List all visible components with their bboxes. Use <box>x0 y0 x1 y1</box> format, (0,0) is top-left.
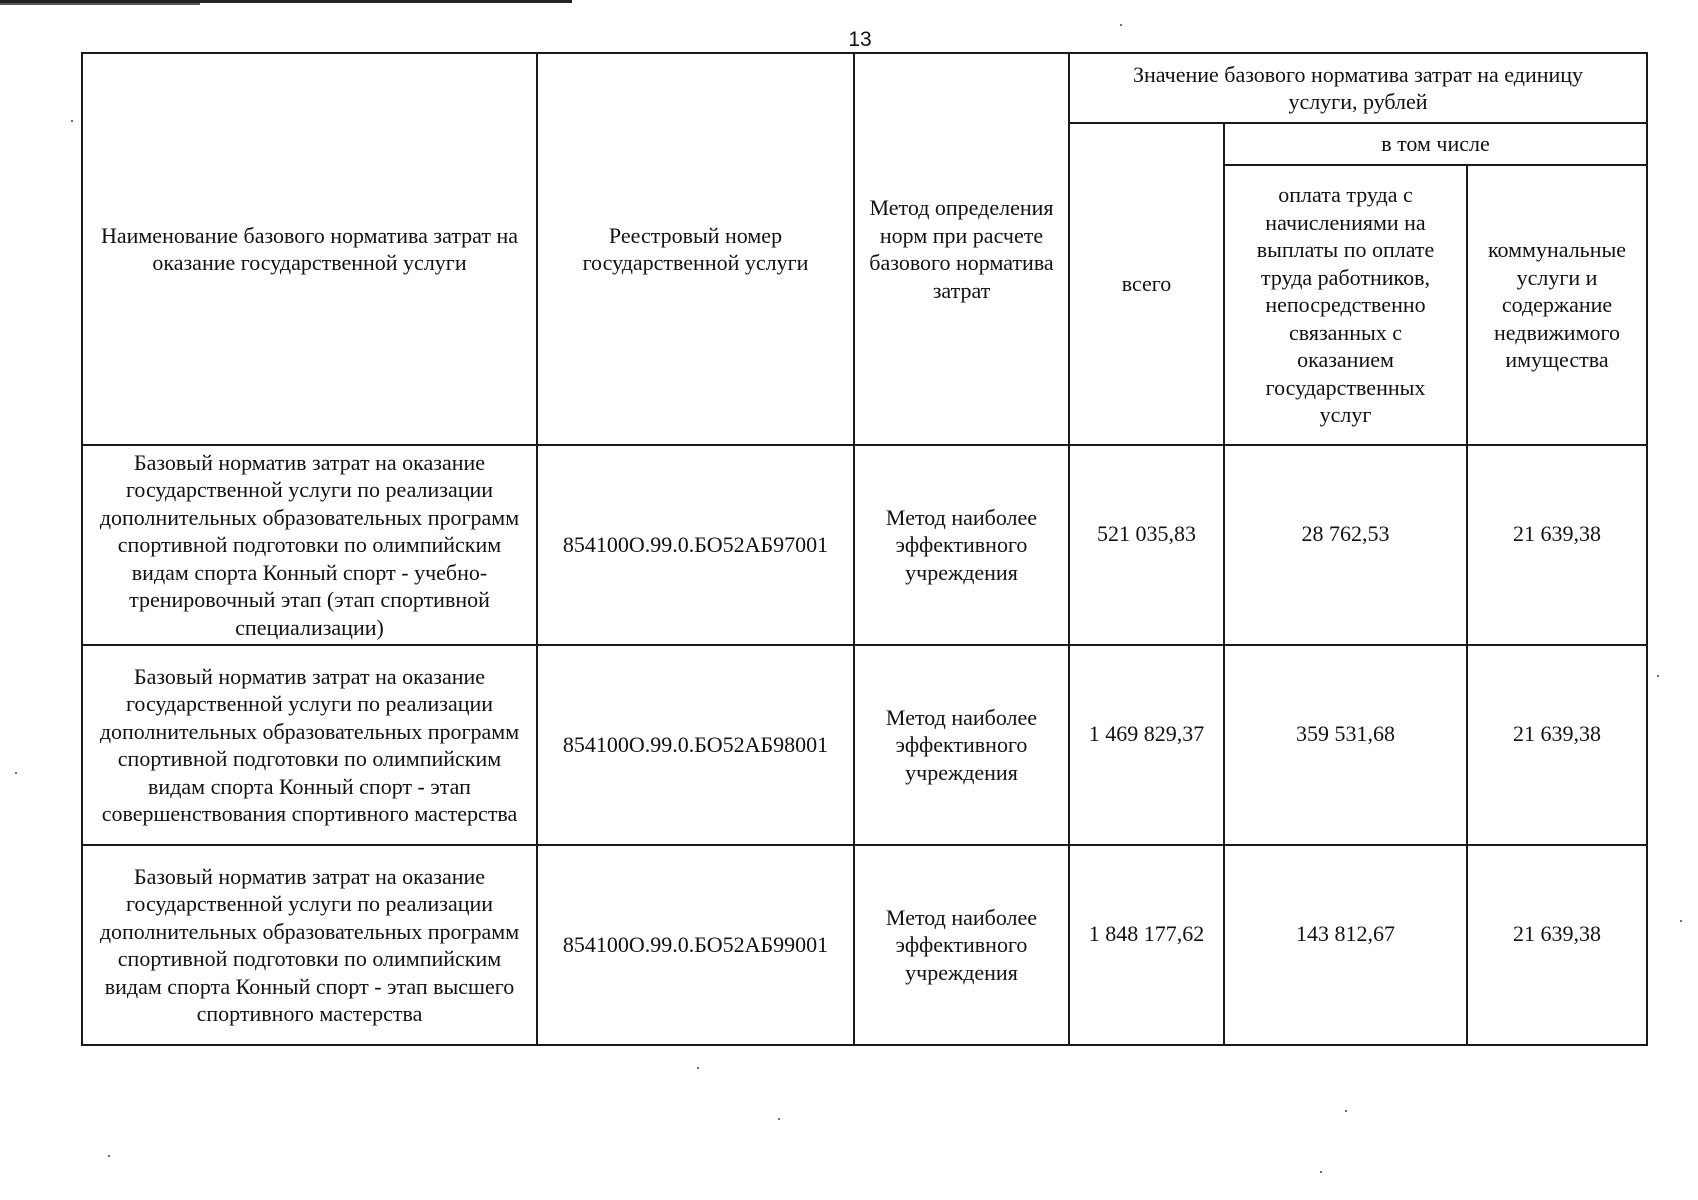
row-total: 1 469 829,37 <box>1069 645 1224 845</box>
row-registry-number: 854100О.99.0.БО52АБ97001 <box>537 445 854 645</box>
scan-speck <box>1120 24 1122 26</box>
row-method: Метод наиболее эффективного учреждения <box>854 845 1069 1045</box>
scan-speck <box>15 772 17 774</box>
scan-speck <box>778 1118 780 1120</box>
row-registry-number: 854100О.99.0.БО52АБ98001 <box>537 645 854 845</box>
row-method: Метод наиболее эффективного учреждения <box>854 445 1069 645</box>
table-row <box>82 845 1647 1045</box>
header-method: Метод определения норм при расчете базового норматива затрат <box>854 53 1069 445</box>
scan-speck <box>1345 1110 1347 1112</box>
scan-top-rule-shadow <box>0 3 200 5</box>
row-name: Базовый норматив затрат на оказание государственной услуги по реализации дополнительных образовательных программ спортивной подготовки по олимпийским видам спорта Конный спорт - этап совершенствования спортивного мастерства <box>82 645 537 845</box>
header-row-group <box>82 53 1647 123</box>
scan-speck <box>71 120 73 122</box>
row-name: Базовый норматив затрат на оказание государственной услуги по реализации дополнительных образовательных программ спортивной подготовки по олимпийским видам спорта Конный спорт - учебно-тренировочный этап (этап спортивной специализации) <box>82 445 537 645</box>
scan-speck <box>697 1067 699 1069</box>
table-row <box>82 445 1647 645</box>
row-name: Базовый норматив затрат на оказание государственной услуги по реализации дополнительных образовательных программ спортивной подготовки по олимпийским видам спорта Конный спорт - этап высшего спортивного мастерства <box>82 845 537 1045</box>
scan-speck <box>1320 1171 1322 1173</box>
header-value-group: Значение базового норматива затрат на единицу услуги, рублей <box>1069 53 1647 123</box>
row-total: 1 848 177,62 <box>1069 845 1224 1045</box>
header-registry-number: Реестровый номер государственной услуги <box>537 53 854 445</box>
row-method: Метод наиболее эффективного учреждения <box>854 645 1069 845</box>
cost-norms-table <box>81 52 1648 1046</box>
row-labor: 143 812,67 <box>1224 845 1467 1045</box>
header-including: в том числе <box>1224 123 1647 165</box>
row-labor: 28 762,53 <box>1224 445 1467 645</box>
header-labor: оплата труда с начислениями на выплаты по оплате труда работников, непосредственно связанных с оказанием государственных услуг <box>1224 165 1467 445</box>
header-utilities: коммунальные услуги и содержание недвижимого имущества <box>1467 165 1647 445</box>
row-utilities: 21 639,38 <box>1467 845 1647 1045</box>
row-total: 521 035,83 <box>1069 445 1224 645</box>
header-total: всего <box>1069 123 1224 445</box>
row-registry-number: 854100О.99.0.БО52АБ99001 <box>537 845 854 1045</box>
page-number: 13 <box>848 28 872 51</box>
scan-speck <box>1657 675 1659 677</box>
header-name: Наименование базового норматива затрат на оказание государственной услуги <box>82 53 537 445</box>
scan-speck <box>108 1155 110 1157</box>
row-utilities: 21 639,38 <box>1467 645 1647 845</box>
scan-speck <box>1680 920 1682 922</box>
row-labor: 359 531,68 <box>1224 645 1467 845</box>
table-row <box>82 645 1647 845</box>
row-utilities: 21 639,38 <box>1467 445 1647 645</box>
